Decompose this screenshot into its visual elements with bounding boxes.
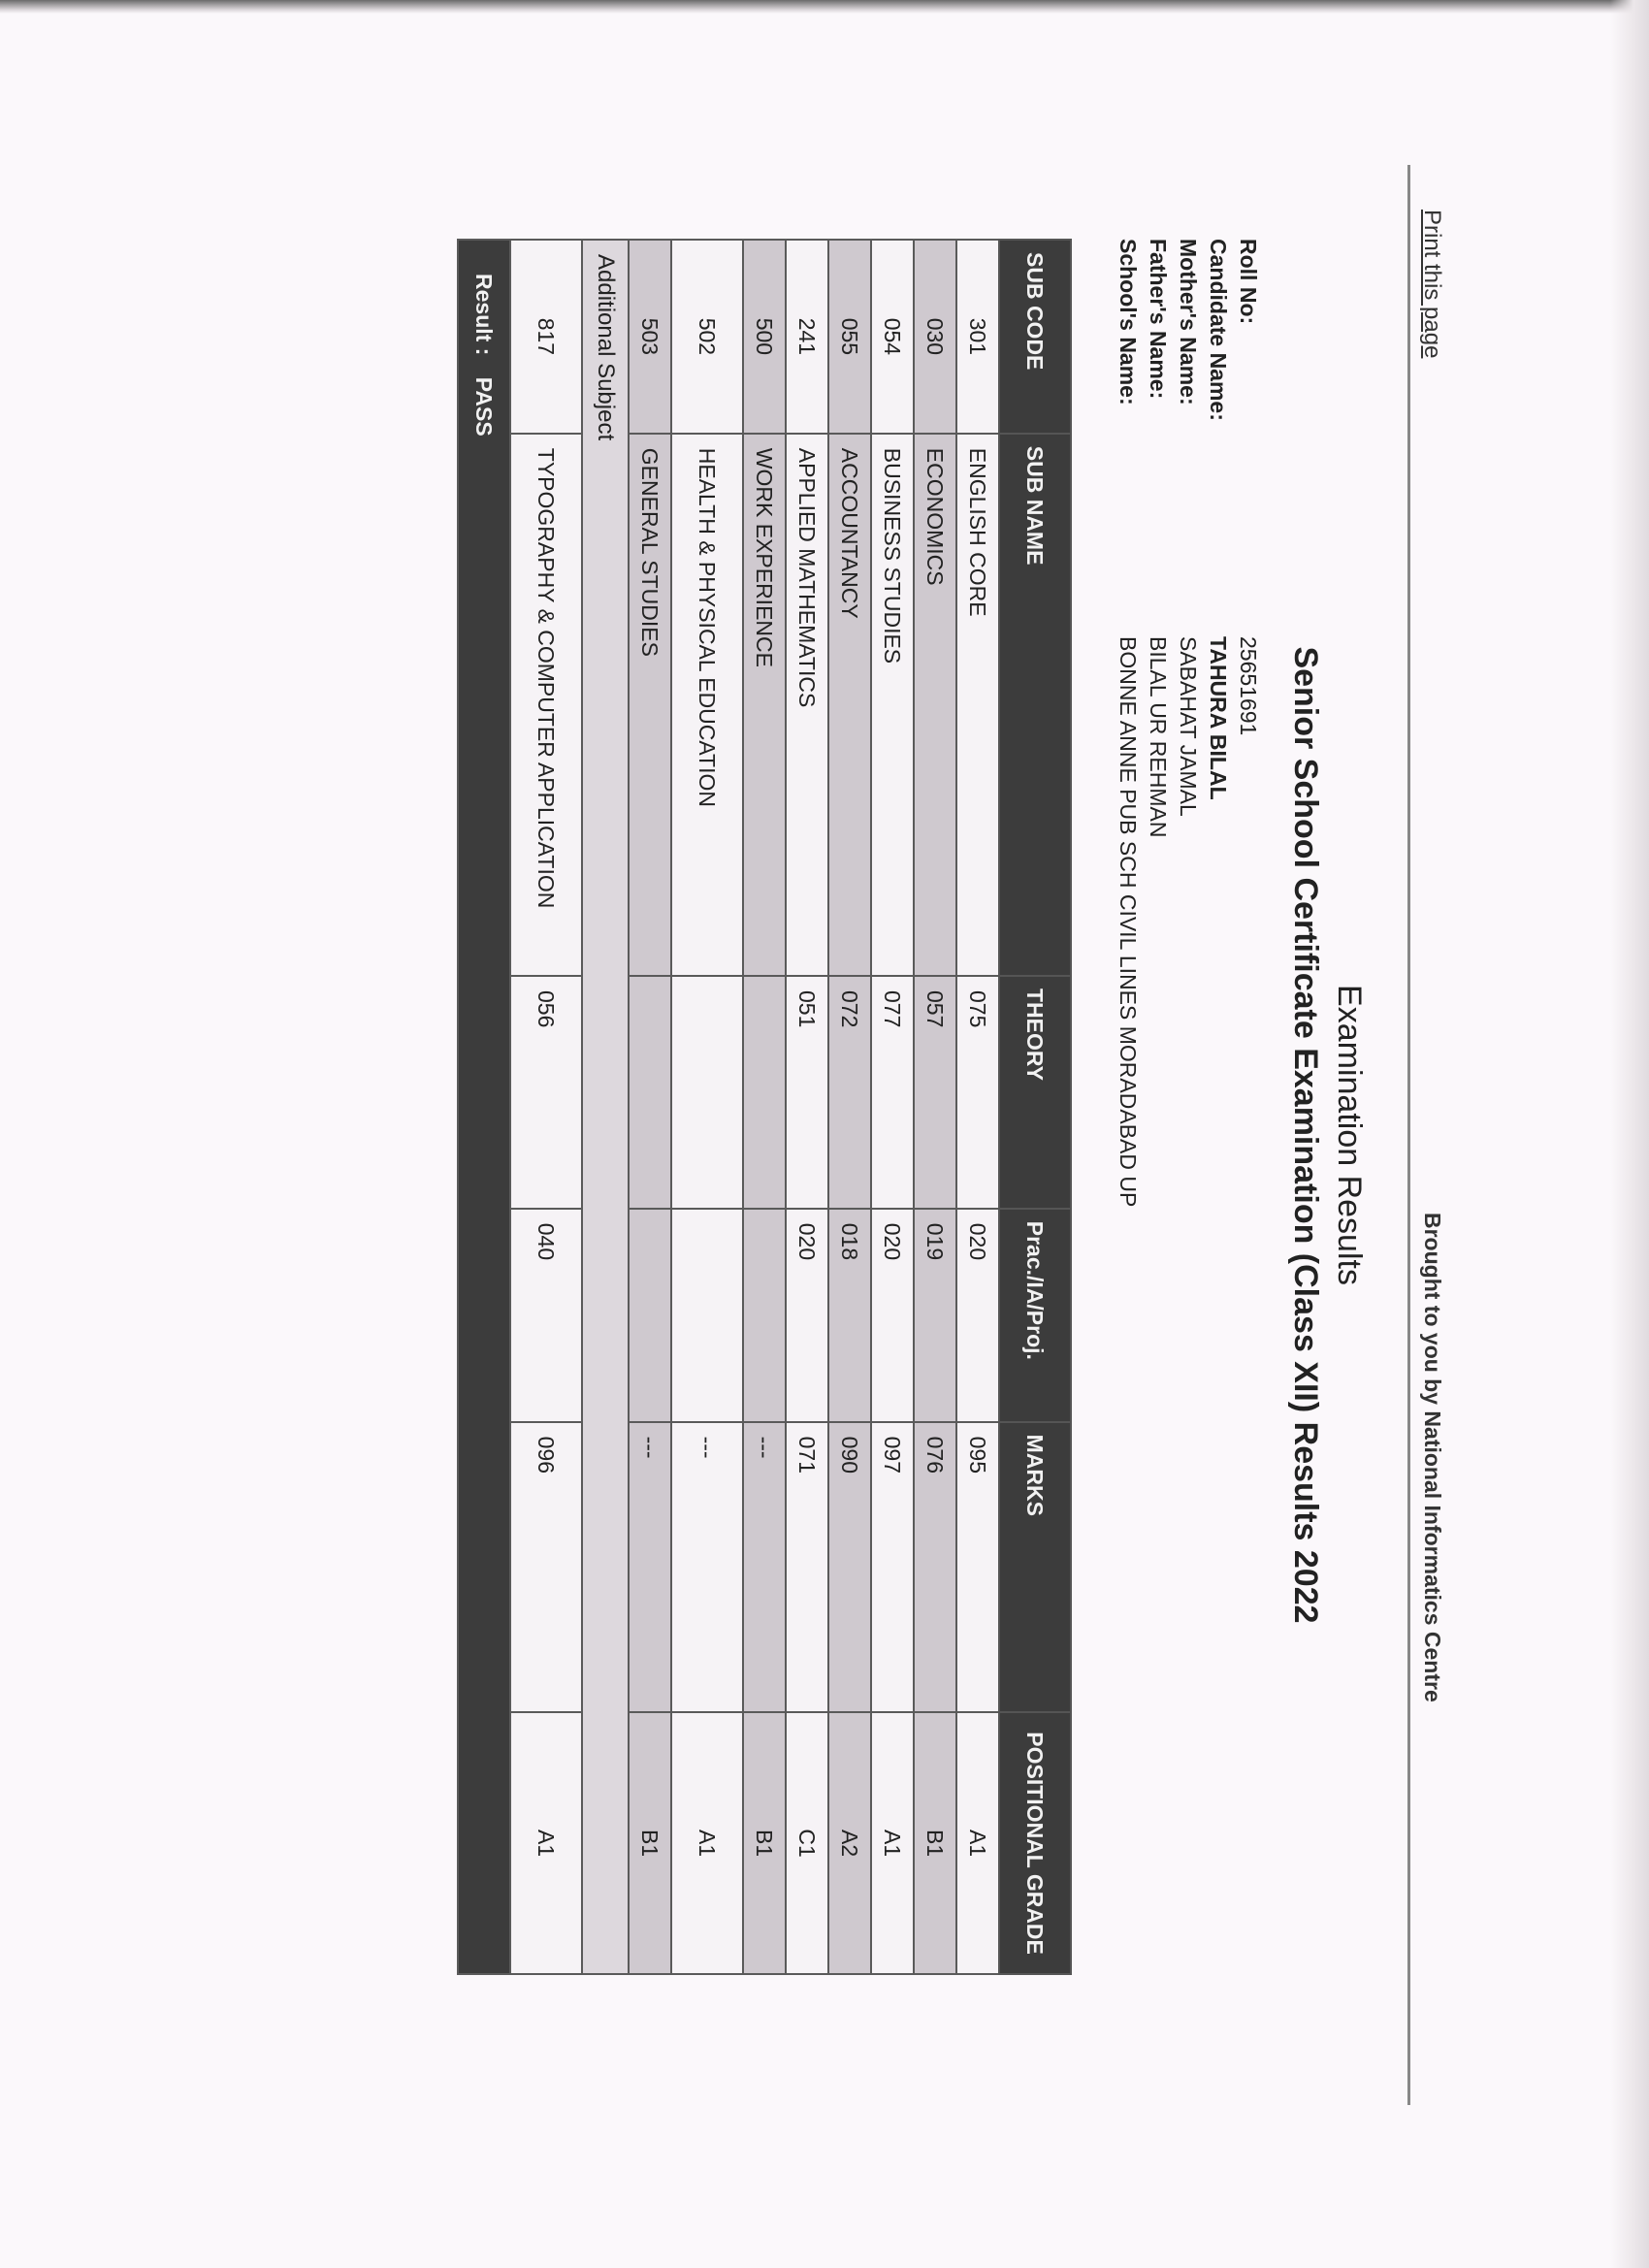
- practical-cell: [671, 1209, 743, 1422]
- roll-label: Roll No:: [1236, 239, 1261, 325]
- sub-name-cell: HEALTH & PHYSICAL EDUCATION: [671, 434, 743, 976]
- col-header-theory: THEORY: [999, 976, 1071, 1209]
- theory-cell: 077: [871, 976, 914, 1209]
- sub-name-cell: GENERAL STUDIES: [629, 434, 671, 976]
- practical-cell: 020: [871, 1209, 914, 1422]
- father-name-value: BILAL UR REHMAN: [1146, 636, 1171, 838]
- sub-code-cell: 054: [871, 240, 914, 434]
- table-row: [510, 240, 582, 1974]
- sub-code-cell: 500: [743, 240, 786, 434]
- sub-name-cell: BUSINESS STUDIES: [871, 434, 914, 976]
- table-row: [871, 240, 914, 1974]
- mother-name-value: SABAHAT JAMAL: [1176, 636, 1201, 817]
- table-row: [828, 240, 871, 1974]
- grade-cell: A1: [671, 1712, 743, 1974]
- col-header-sub-code: SUB CODE: [999, 240, 1071, 434]
- page-subtitle: Senior School Certificate Examination (Class XII) Results 2022: [1287, 646, 1324, 1624]
- scan-paper-edge-right: [1610, 0, 1649, 2268]
- grade-cell: C1: [786, 1712, 828, 1974]
- candidate-name-label: Candidate Name:: [1206, 239, 1231, 421]
- sub-name-cell: WORK EXPERIENCE: [743, 434, 786, 976]
- theory-cell: 056: [510, 976, 582, 1209]
- father-name-label: Father's Name:: [1146, 239, 1171, 400]
- practical-cell: 040: [510, 1209, 582, 1422]
- sub-code-cell: 502: [671, 240, 743, 434]
- theory-cell: [629, 976, 671, 1209]
- marks-cell: ---: [671, 1422, 743, 1713]
- grade-cell: A1: [871, 1712, 914, 1974]
- practical-cell: [629, 1209, 671, 1422]
- sub-code-cell: 030: [914, 240, 956, 434]
- candidate-info: [1111, 239, 1261, 1888]
- candidate-name-row: [1201, 239, 1231, 1888]
- page-title: Examination Results: [1331, 985, 1368, 1285]
- grade-cell: B1: [914, 1712, 956, 1974]
- practical-cell: 019: [914, 1209, 956, 1422]
- grade-cell: B1: [743, 1712, 786, 1974]
- sub-code-cell: 503: [629, 240, 671, 434]
- table-row: [743, 240, 786, 1974]
- theory-cell: 051: [786, 976, 828, 1209]
- sub-code-cell: 055: [828, 240, 871, 434]
- col-header-sub-name: SUB NAME: [999, 434, 1071, 976]
- school-name-row: [1111, 239, 1141, 1888]
- sub-code-cell: 817: [510, 240, 582, 434]
- mother-name-label: Mother's Name:: [1176, 239, 1201, 405]
- grade-cell: B1: [629, 1712, 671, 1974]
- practical-cell: 020: [956, 1209, 999, 1422]
- nic-credit-text: Brought to you by National Informatics Centre: [1420, 1213, 1445, 1702]
- theory-cell: 072: [828, 976, 871, 1209]
- roll-row: [1231, 239, 1261, 1888]
- result-label: Result :: [471, 274, 498, 356]
- sub-name-cell: ACCOUNTANCY: [828, 434, 871, 976]
- marks-cell: 096: [510, 1422, 582, 1713]
- result-row: [458, 240, 510, 1974]
- table-row: [786, 240, 828, 1974]
- sub-name-cell: ENGLISH CORE: [956, 434, 999, 976]
- school-name-label: School's Name:: [1116, 239, 1141, 405]
- table-row: [914, 240, 956, 1974]
- father-name-row: [1141, 239, 1171, 1888]
- theory-cell: [671, 976, 743, 1209]
- candidate-name-value: TAHURA BILAL: [1206, 636, 1231, 800]
- grade-cell: A1: [956, 1712, 999, 1974]
- grade-cell: A1: [510, 1712, 582, 1974]
- marks-cell: 097: [871, 1422, 914, 1713]
- grade-cell: A2: [828, 1712, 871, 1974]
- sub-code-cell: 241: [786, 240, 828, 434]
- table-row: [956, 240, 999, 1974]
- mother-name-row: [1171, 239, 1201, 1888]
- practical-cell: 018: [828, 1209, 871, 1422]
- theory-cell: 075: [956, 976, 999, 1209]
- marks-cell: ---: [743, 1422, 786, 1713]
- result-value: PASS: [471, 376, 498, 437]
- additional-subject-label: Additional Subject: [582, 240, 629, 1974]
- sub-code-cell: 301: [956, 240, 999, 434]
- sub-name-cell: ECONOMICS: [914, 434, 956, 976]
- col-header-grade: POSITIONAL GRADE: [999, 1712, 1071, 1974]
- marks-cell: ---: [629, 1422, 671, 1713]
- theory-cell: 057: [914, 976, 956, 1209]
- sub-name-cell: TYPOGRAPHY & COMPUTER APPLICATION: [510, 434, 582, 976]
- col-header-practical: Prac./IA/Proj.: [999, 1209, 1071, 1422]
- table-row: [671, 240, 743, 1974]
- print-page-link[interactable]: Print this page: [1419, 210, 1445, 359]
- sub-name-cell: APPLIED MATHEMATICS: [786, 434, 828, 976]
- result-document: [0, 146, 1455, 2124]
- practical-cell: [743, 1209, 786, 1422]
- practical-cell: 020: [786, 1209, 828, 1422]
- marks-cell: 071: [786, 1422, 828, 1713]
- additional-subject-row: [582, 240, 629, 1974]
- marks-cell: 076: [914, 1422, 956, 1713]
- roll-value: 25651691: [1236, 636, 1261, 736]
- table-header-row: [999, 240, 1071, 1974]
- marks-cell: 090: [828, 1422, 871, 1713]
- table-row: [629, 240, 671, 1974]
- theory-cell: [743, 976, 786, 1209]
- marks-table: [457, 239, 1072, 1975]
- marks-cell: 095: [956, 1422, 999, 1713]
- scan-paper-edge-top: [0, 0, 1649, 14]
- header-divider: [1407, 165, 1410, 2105]
- result-cell: [458, 240, 510, 1974]
- school-name-value: BONNE ANNE PUB SCH CIVIL LINES MORADABAD UP: [1116, 636, 1141, 1208]
- col-header-marks: MARKS: [999, 1422, 1071, 1713]
